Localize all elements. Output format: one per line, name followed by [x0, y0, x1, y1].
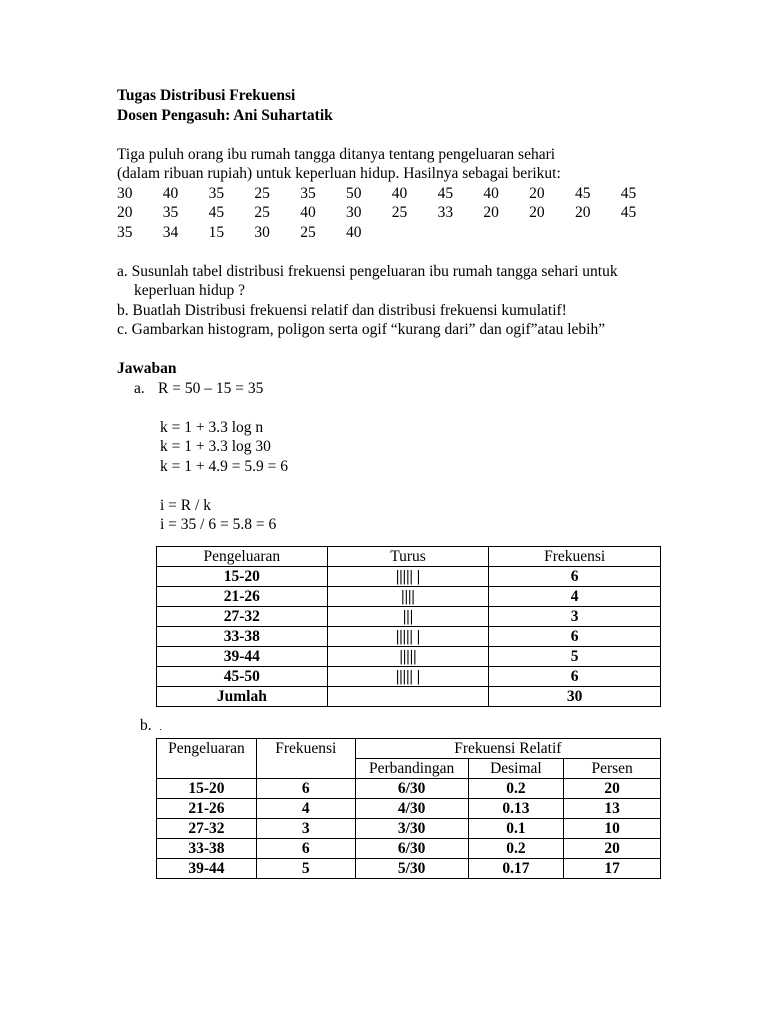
header-pengeluaran: Pengeluaran: [157, 738, 257, 778]
data-value: 30: [117, 184, 133, 202]
data-value: 34: [162, 223, 179, 241]
data-value: 35: [300, 184, 316, 202]
data-row: [117, 223, 657, 243]
doc-title: Tugas Distribusi Frekuensi: [117, 87, 296, 104]
data-value: 20: [529, 184, 545, 202]
table-row: [157, 586, 661, 606]
cell-desimal: 0.17: [468, 858, 564, 878]
cell-frekuensi: 6: [256, 778, 355, 798]
intro-line-1: Tiga puluh orang ibu rumah tangga ditanya tentang pengeluaran sehari: [117, 145, 556, 163]
cell-desimal: 0.13: [468, 798, 564, 818]
data-value: 40: [300, 204, 316, 221]
header-frekuensi: Frekuensi: [256, 738, 355, 778]
data-value: [621, 223, 667, 243]
table-row: [157, 606, 661, 626]
data-value: 45: [620, 184, 637, 202]
header-persen: Persen: [564, 758, 661, 778]
cell-perbandingan: 4/30: [355, 798, 468, 818]
data-value: [529, 223, 575, 243]
answer-heading: Jawaban: [117, 360, 177, 377]
data-value: 40: [483, 184, 499, 202]
calc-i-1: i = R / k: [160, 496, 211, 514]
cell-perbandingan: 6/30: [355, 838, 468, 858]
cell-frekuensi: 3: [256, 818, 355, 838]
table-row: [157, 666, 661, 686]
cell-frekuensi: 3: [489, 606, 661, 626]
data-value: 30: [345, 204, 362, 221]
header-frekuensi-relatif: Frekuensi Relatif: [355, 738, 660, 758]
cell-turus: ||||| |: [327, 566, 489, 586]
relative-frequency-table: [156, 738, 661, 879]
header-pengeluaran: Pengeluaran: [157, 546, 328, 566]
table-row: [157, 798, 661, 818]
calc-k-1: k = 1 + 3.3 log n: [160, 418, 264, 436]
calc-k-3: k = 1 + 4.9 = 5.9 = 6: [160, 457, 288, 475]
data-value: [575, 223, 621, 243]
cell-pengeluaran: 21-26: [157, 586, 328, 606]
cell-persen: 20: [564, 778, 661, 798]
data-value: [483, 223, 529, 243]
data-value: 25: [300, 223, 316, 241]
cell-pengeluaran: 33-38: [157, 838, 257, 858]
data-value: 15: [208, 223, 225, 241]
cell-turus: ||||| |: [327, 666, 489, 686]
data-value: 25: [254, 204, 270, 221]
data-value: 45: [620, 204, 637, 221]
cell-pengeluaran: 39-44: [157, 858, 257, 878]
data-row: [117, 203, 657, 223]
data-value: 45: [574, 184, 591, 202]
cell-pengeluaran: 33-38: [157, 626, 328, 646]
calc-i-2: i = 35 / 6 = 5.8 = 6: [160, 516, 277, 533]
header-perbandingan: Perbandingan: [355, 758, 468, 778]
data-value: [392, 223, 438, 243]
data-value: 25: [391, 204, 408, 221]
data-value: 35: [162, 204, 179, 221]
answer-b-dot: .: [159, 721, 162, 732]
cell-desimal: 0.2: [468, 778, 564, 798]
cell-persen: 20: [564, 838, 661, 858]
cell-perbandingan: 3/30: [355, 818, 468, 838]
table-row: [157, 858, 661, 878]
data-value: 40: [391, 184, 408, 202]
data-value: 45: [437, 184, 454, 202]
answer-a-label: a.: [134, 379, 145, 397]
question-a: a. Susunlah tabel distribusi frekuensi pengeluaran ibu rumah tangga sehari untuk keperluan hidup ?: [117, 262, 618, 299]
calc-range: R = 50 – 15 = 35: [158, 379, 264, 397]
data-value: 20: [117, 204, 133, 221]
table-total-row: [157, 686, 661, 706]
data-value: 25: [254, 184, 270, 202]
table-header-row: [157, 738, 661, 758]
cell-persen: 17: [564, 858, 661, 878]
table-row: [157, 778, 661, 798]
data-value: 45: [208, 204, 225, 221]
cell-frekuensi: 6: [489, 626, 661, 646]
intro-line-2: (dalam ribuan rupiah) untuk keperluan hidup. Hasilnya sebagai berikut:: [117, 165, 561, 182]
cell-frekuensi: 6: [256, 838, 355, 858]
data-value: 40: [162, 184, 179, 202]
data-value: 20: [574, 204, 591, 221]
table-row: [157, 838, 661, 858]
total-label: Jumlah: [157, 686, 328, 706]
data-value: 35: [117, 223, 133, 241]
cell-pengeluaran: 45-50: [157, 666, 328, 686]
cell-frekuensi: 5: [489, 646, 661, 666]
data-value: 35: [208, 184, 225, 202]
cell-perbandingan: 6/30: [355, 778, 468, 798]
cell-pengeluaran: 21-26: [157, 798, 257, 818]
data-value: 30: [254, 223, 270, 241]
raw-data-grid: [117, 184, 657, 243]
table-row: [157, 566, 661, 586]
data-value: 20: [529, 204, 545, 221]
cell-perbandingan: 5/30: [355, 858, 468, 878]
data-value: 40: [345, 223, 362, 241]
data-value: [438, 223, 484, 243]
cell-pengeluaran: 15-20: [157, 566, 328, 586]
table-header-row: [157, 546, 661, 566]
table-row: [157, 818, 661, 838]
data-value: 33: [437, 204, 454, 221]
cell-frekuensi: 4: [256, 798, 355, 818]
answer-b-label: b.: [140, 716, 152, 734]
table-row: [157, 646, 661, 666]
cell-frekuensi: 5: [256, 858, 355, 878]
cell-frekuensi: 6: [489, 566, 661, 586]
cell-turus: |||: [327, 606, 489, 626]
cell-pengeluaran: 39-44: [157, 646, 328, 666]
header-turus: Turus: [327, 546, 489, 566]
doc-lecturer: Dosen Pengasuh: Ani Suhartatik: [117, 106, 333, 124]
total-turus: [327, 686, 489, 706]
document-page: [117, 86, 657, 879]
header-desimal: Desimal: [468, 758, 564, 778]
data-value: 50: [345, 184, 362, 202]
cell-turus: |||||: [327, 646, 489, 666]
cell-turus: ||||| |: [327, 626, 489, 646]
data-value: 20: [483, 204, 499, 221]
data-row: [117, 184, 657, 204]
calc-k-2: k = 1 + 3.3 log 30: [160, 438, 271, 455]
table-row: [157, 626, 661, 646]
cell-persen: 10: [564, 818, 661, 838]
question-b: b. Buatlah Distribusi frekuensi relatif dan distribusi frekuensi kumulatif!: [117, 301, 567, 319]
header-frekuensi: Frekuensi: [489, 546, 661, 566]
cell-desimal: 0.1: [468, 818, 564, 838]
cell-pengeluaran: 27-32: [157, 818, 257, 838]
answer-b-row: [117, 716, 657, 738]
total-value: 30: [489, 686, 661, 706]
cell-persen: 13: [564, 798, 661, 818]
cell-frekuensi: 4: [489, 586, 661, 606]
cell-pengeluaran: 15-20: [157, 778, 257, 798]
cell-desimal: 0.2: [468, 838, 564, 858]
cell-frekuensi: 6: [489, 666, 661, 686]
cell-pengeluaran: 27-32: [157, 606, 328, 626]
question-c: c. Gambarkan histogram, poligon serta ogif “kurang dari” dan ogif”atau lebih”: [117, 321, 606, 338]
cell-turus: ||||: [327, 586, 489, 606]
frequency-table: [156, 546, 661, 707]
